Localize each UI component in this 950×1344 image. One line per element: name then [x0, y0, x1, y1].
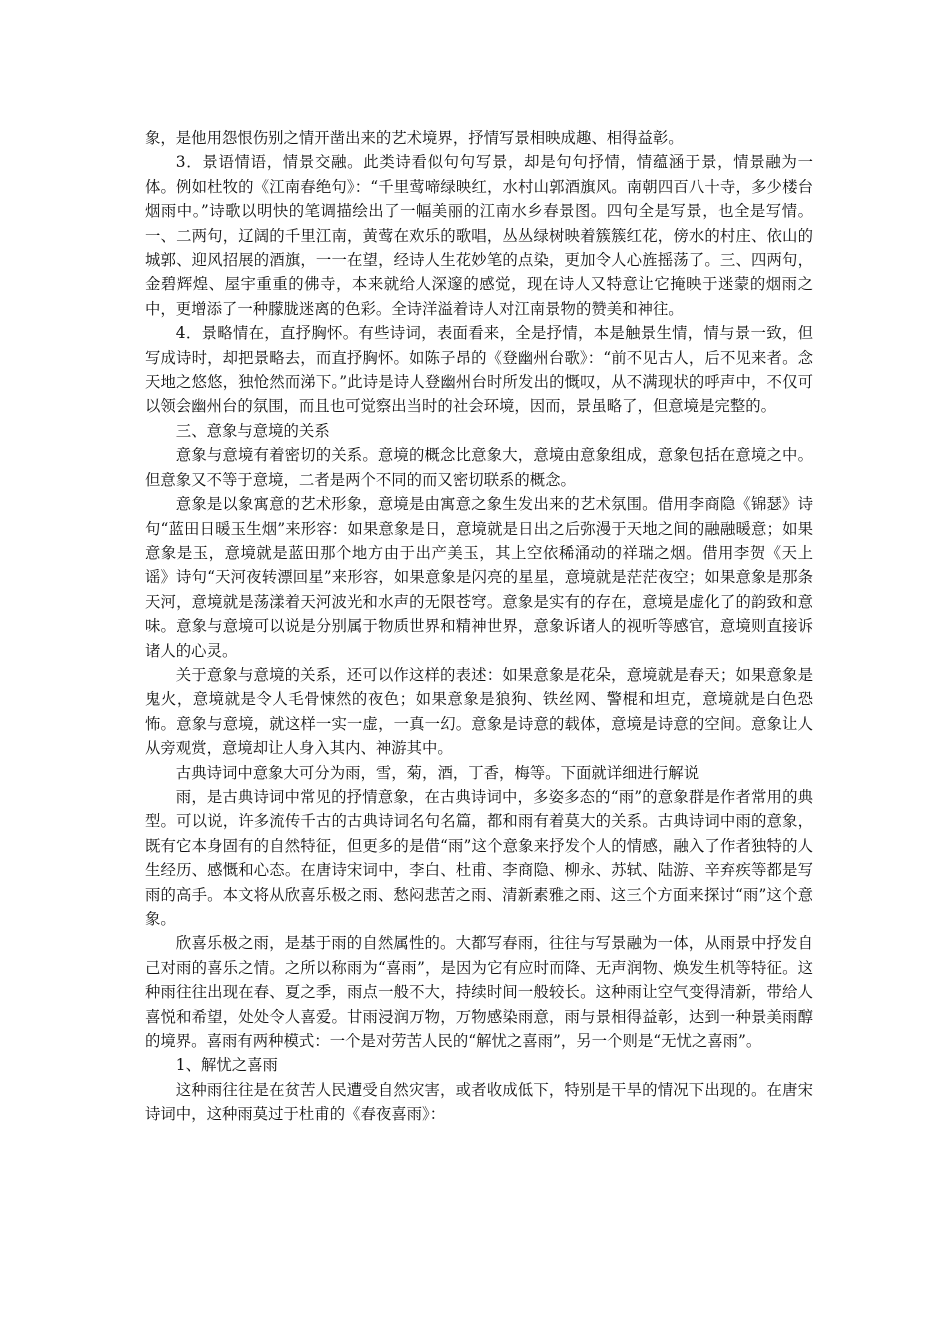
section-heading-imagery-relation: 三、意象与意境的关系	[175, 421, 330, 440]
paragraph-imagery-metaphor: 意象是以象寓意的艺术形象，意境是由寓意之象生发出来的艺术氛围。借用李商隐《锦瑟》诗句“蓝田日暖玉生烟”来形容：如果意象是日，意境就是日出之后弥漫于天地之间的融融暖意；如果意象是玉，意境就是蓝田那个地方由于出产美玉，其上空依稀涌动的祥瑞之烟。借用李贺《天上谣》诗句“天河夜转漂回星”来形容，如果意象是闪亮的星星，意境就是茫茫夜空；如果意象是那条天河，意境就是荡漾着天河波光和水声的无限苍穹。意象是实有的存在，意境是虚化了的韵致和意味。意象与意境可以说是分别属于物质世界和精神世界，意象诉诸人的视听等感官，意境则直接诉诸人的心灵。	[145, 495, 813, 660]
paragraph-direct-expression: 4．景略情在，直抒胸怀。有些诗词，表面看来，全是抒情，本是触景生情，情与景一致，但写成诗时，却把景略去，而直抒胸怀。如陈子昂的《登幽州台歌》：“前不见古人，后不见来者。念天地之悠悠，独怆然而涕下。”此诗是诗人登幽州台时所发出的慨叹，从不满现状的呼声中，不仅可以领会幽州台的氛围，而且也可觉察出当时的社会环境，因而，景虽略了，但意境是完整的。	[145, 324, 813, 416]
paragraph-joyful-rain: 欣喜乐极之雨，是基于雨的自然属性的。大都写春雨，往往与写景融为一体，从雨景中抒发自己对雨的喜乐之情。之所以称雨为“喜雨”，是因为它有应时而降、无声润物、焕发生机等特征。这种雨往往出现在春、夏之季，雨点一般不大，持续时间一般较长。这种雨让空气变得清新，带给人喜悦和希望，处处令人喜爱。甘雨浸润万物，万物感染雨意，雨与景相得益彰，达到一种景美雨醇的境界。喜雨有两种模式：一个是对劳苦人民的“解忧之喜雨”，另一个则是“无忧之喜雨”。	[145, 934, 813, 1051]
paragraph-imagery-categories: 古典诗词中意象大可分为雨，雪，菊，酒，丁香，梅等。下面就详细进行解说	[175, 763, 700, 782]
paragraph-relief-rain: 这种雨往往是在贫苦人民遭受自然灾害，或者收成低下，特别是干旱的情况下出现的。在唐宋诗词中，这种雨莫过于杜甫的《春夜喜雨》：	[145, 1080, 813, 1124]
paragraph-imagery-expression: 关于意象与意境的关系，还可以作这样的表述：如果意象是花朵，意境就是春天；如果意象是鬼火，意境就是令人毛骨悚然的夜色；如果意象是狼狗、铁丝网、警棍和坦克，意境就是白色恐怖。意象与意境，就这样一实一虚，一真一幻。意象是诗意的载体，意境是诗意的空间。意象让人从旁观赏，意境却让人身入其内、神游其中。	[145, 665, 813, 758]
paragraph-imagery-relation-intro: 意象与意境有着密切的关系。意境的概念比意象大，意境由意象组成，意象包括在意境之中。但意象又不等于意境，二者是两个不同的而又密切联系的概念。	[145, 446, 813, 489]
subheading-relief-rain: 1、解忧之喜雨	[175, 1056, 278, 1075]
paragraph-continuation: 象，是他用怨恨伤别之情开凿出来的艺术境界，抒情写景相映成趣、相得益彰。	[145, 129, 684, 147]
paragraph-rain-imagery: 雨，是古典诗词中常见的抒情意象，在古典诗词中，多姿多态的“雨”的意象群是作者常用的典型。可以说，许多流传千古的古典诗词名句名篇，都和雨有着莫大的关系。古典诗词中雨的意象，既有它本身固有的自然特征，但更多的是借“雨”这个意象来抒发个人的情感，融入了作者独特的人生经历、感慨和心态。在唐诗宋词中，李白、杜甫、李商隐、柳永、苏轼、陆游、辛弃疾等都是写雨的高手。本文将从欣喜乐极之雨、愁闷悲苦之雨、清新素雅之雨、这三个方面来探讨“雨”这个意象。	[145, 787, 813, 928]
document-page	[145, 126, 813, 1127]
paragraph-scene-emotion-blend: 3．景语情语，情景交融。此类诗看似句句写景，却是句句抒情，情蕴涵于景，情景融为一体。例如杜牧的《江南春绝句》：“千里莺啼绿映红，水村山郭酒旗风。南朝四百八十寺，多少楼台烟雨中。”诗歌以明快的笔调描绘出了一幅美丽的江南水乡春景图。四句全是写景，也全是写情。一、二两句，辽阔的千里江南，黄莺在欢乐的歌唱，丛丛绿树映着簇簇红花，傍水的村庄、依山的城郭、迎风招展的酒旗，一一在望，经诗人生花妙笔的点染，更加令人心旌摇荡了。三、四两句，金碧辉煌、屋宇重重的佛寺，本来就给人深邃的感觉，现在诗人又特意让它掩映于迷蒙的烟雨之中，更增添了一种朦胧迷离的色彩。全诗洋溢着诗人对江南景物的赞美和神往。	[145, 153, 813, 318]
